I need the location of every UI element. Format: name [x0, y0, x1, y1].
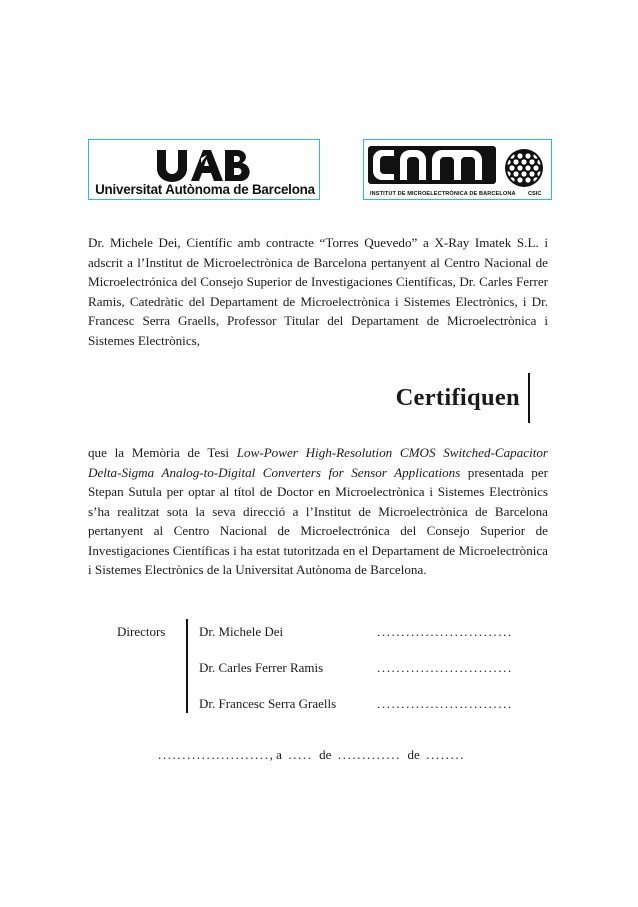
cnm-institute-name: INSTITUT DE MICROELECTRÒNICA DE BARCELONA — [370, 191, 516, 197]
cnm-logo-frame — [363, 139, 552, 200]
csic-label: CSIC — [528, 191, 542, 197]
certification-paragraph — [88, 443, 548, 580]
month-blank: ............. — [337, 747, 401, 762]
year-blank: ........ — [426, 747, 466, 762]
uab-university-name: Universitat Autònoma de Barcelona — [95, 182, 315, 197]
director-name-serra: Dr. Francesc Serra Graells — [199, 696, 337, 711]
de-text-1: de — [319, 747, 332, 762]
directors-vertical-rule — [186, 619, 188, 713]
body-lead-text: que la Memòria de Tesi — [88, 445, 237, 460]
body-rest-text: presentada per Stepan Sutula per optar al títol de Doctor en Microelectrònica i Sistemes Electrònics s’ha realitzat sota la seva direcció a l’Institut de Microelectrònica de Barcelona pertanyent al Centro Nacional de Microelectrónica del Consejo Superior de Investigaciones Científicas i ha estat tutoritzada en el Departament de Microelectrònica i Sistemes Electrònics de la Universitat Autònoma de Barcelona. — [88, 464, 548, 577]
certifiquen-heading: Certifiquen — [395, 384, 520, 411]
intro-paragraph: Dr. Michele Dei, Científic amb contracte “Torres Quevedo” a X-Ray Imatek S.L. i adscrit a l’Institut de Microelectrònica de Barcelona pertanyent al Centro Nacional de Microelectrónica del Consejo Superior de Investigaciones Científicas, Dr. Carles Ferrer Ramis, Catedràtic del Departament de Microelectrònica i Sistemes Electrònics, i Dr. Francesc Serra Graells, Professor Titular del Departament de Microelectrònica i Sistemes Electrònics, — [88, 235, 548, 348]
uab-logo-mark — [155, 148, 251, 182]
thesis-title: Low-Power High-Resolution CMOS Switched-Capacitor Delta-Sigma Analog-to-Digital Converters for Sensor Applications — [88, 445, 549, 480]
de-text-2: de — [407, 747, 420, 762]
day-blank: ..... — [288, 747, 313, 762]
uab-logo-frame — [88, 139, 320, 200]
signature-line-serra: ............................ — [377, 696, 513, 711]
place-blank: ....................... — [158, 747, 270, 762]
place-date-line — [158, 747, 465, 763]
comma-a-text: , a — [269, 747, 282, 762]
director-name-dei: Dr. Michele Dei — [199, 624, 284, 639]
signature-line-ferrer: ............................ — [377, 660, 513, 675]
signature-line-dei: ............................ — [377, 624, 513, 639]
directors-label: Directors — [117, 624, 166, 639]
cnm-logo-mark — [368, 146, 496, 184]
cnm-wafer-icon — [504, 148, 544, 188]
director-name-ferrer: Dr. Carles Ferrer Ramis — [199, 660, 324, 675]
heading-vertical-rule — [528, 373, 530, 423]
